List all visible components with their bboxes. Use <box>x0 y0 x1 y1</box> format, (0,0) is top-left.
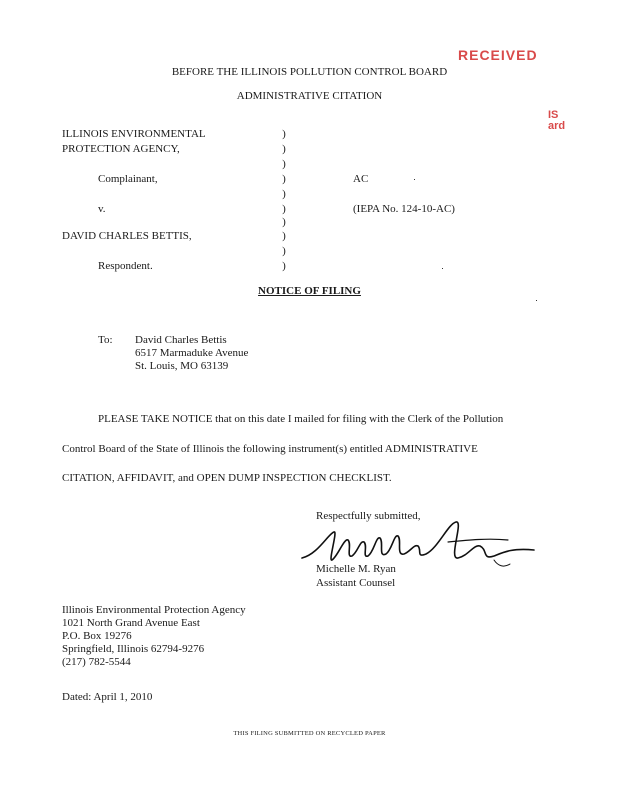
notice-body-line1: PLEASE TAKE NOTICE that on this date I mailed for filing with the Clerk of the Pollution <box>98 413 504 425</box>
scan-speck <box>414 179 415 180</box>
signer-name: Michelle M. Ryan <box>316 563 396 575</box>
caption-paren: ) <box>282 260 286 272</box>
caption-paren: ) <box>282 158 286 170</box>
versus-label: v. <box>98 203 106 215</box>
recipient-name: David Charles Bettis <box>135 334 227 346</box>
stamp-fragment-1: IS <box>548 109 559 121</box>
recycled-paper-footer: THIS FILING SUBMITTED ON RECYCLED PAPER <box>233 730 386 737</box>
caption-paren: ) <box>282 173 286 185</box>
stamp-fragment-2: ard <box>548 120 566 132</box>
scan-speck <box>442 268 443 269</box>
agency-address-line4: Springfield, Illinois 62794-9276 <box>62 643 205 655</box>
agency-address-line3: P.O. Box 19276 <box>62 630 132 642</box>
notice-title: NOTICE OF FILING <box>258 285 361 297</box>
notice-body-line2: Control Board of the State of Illinois the following instrument(s) entitled ADMINISTRATIVE <box>62 443 478 455</box>
date-line: Dated: April 1, 2010 <box>62 691 153 703</box>
caption-paren: ) <box>282 143 286 155</box>
agency-address-line2: 1021 North Grand Avenue East <box>62 617 200 629</box>
document-type-heading: ADMINISTRATIVE CITATION <box>236 90 383 102</box>
complainant-label: Complainant, <box>98 173 158 185</box>
signer-title: Assistant Counsel <box>316 577 396 589</box>
caption-paren: ) <box>282 128 286 140</box>
notice-body-line3: CITATION, AFFIDAVIT, and OPEN DUMP INSPECTION CHECKLIST. <box>62 472 392 484</box>
received-stamp: RECEIVED <box>458 47 538 63</box>
caption-paren: ) <box>282 188 286 200</box>
respondent-label: Respondent. <box>98 260 153 272</box>
complainant-name-line1: ILLINOIS ENVIRONMENTAL <box>62 128 206 140</box>
case-number: AC <box>353 173 369 185</box>
caption-paren: ) <box>282 216 286 228</box>
recipient-street: 6517 Marmaduke Avenue <box>135 347 249 359</box>
board-heading: BEFORE THE ILLINOIS POLLUTION CONTROL BOARD <box>171 66 448 78</box>
to-label: To: <box>98 334 113 346</box>
scan-speck <box>536 300 537 301</box>
recipient-city: St. Louis, MO 63139 <box>135 360 229 372</box>
agency-address-line1: Illinois Environmental Protection Agency <box>62 604 246 616</box>
respondent-name: DAVID CHARLES BETTIS, <box>62 230 192 242</box>
iepa-number: (IEPA No. 124-10-AC) <box>353 203 455 215</box>
complainant-name-line2: PROTECTION AGENCY, <box>62 143 180 155</box>
agency-address-line5: (217) 782-5544 <box>62 656 131 668</box>
caption-paren: ) <box>282 230 286 242</box>
closing-text: Respectfully submitted, <box>316 510 421 522</box>
caption-paren: ) <box>282 203 286 215</box>
caption-paren: ) <box>282 245 286 257</box>
